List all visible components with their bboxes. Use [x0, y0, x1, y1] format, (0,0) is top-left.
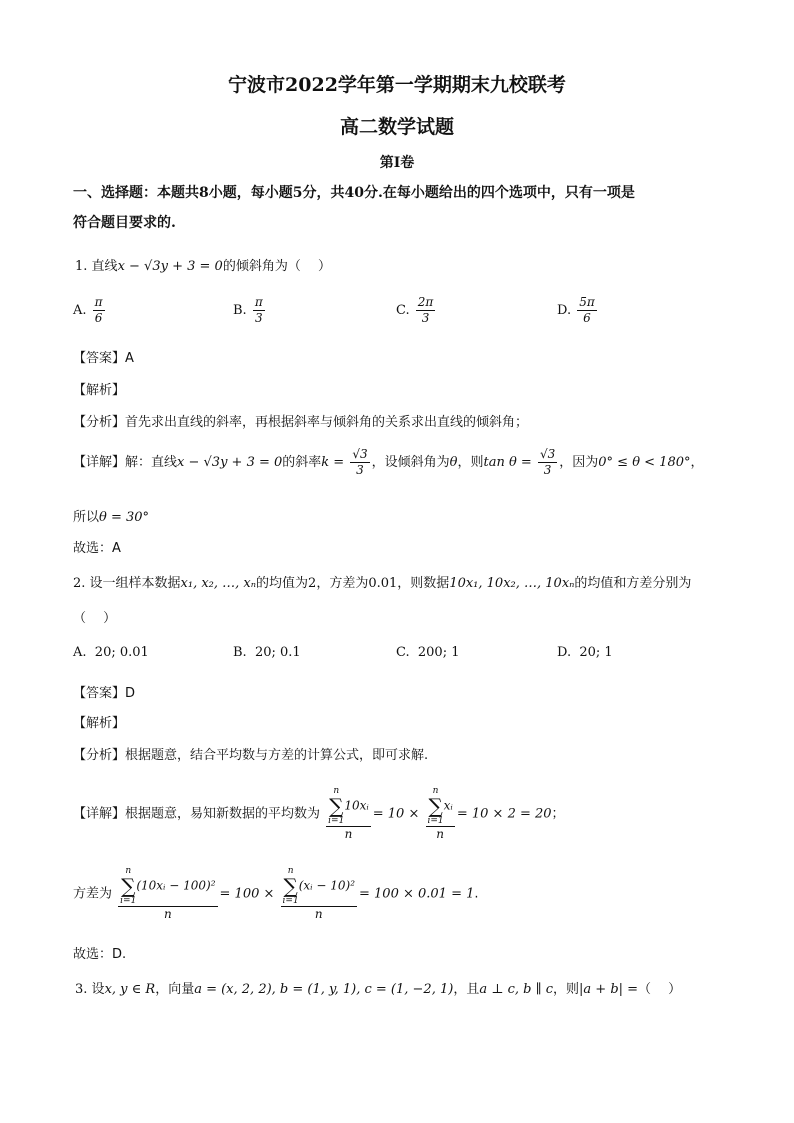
line-equation: x − √3y + 3 = 0 — [177, 455, 283, 470]
variance-result: = 100 × 0.01 = 1 — [359, 886, 475, 902]
q2-detail-mean — [73, 786, 565, 842]
vector-conditions: a ⊥ c, b ∥ c — [479, 982, 554, 997]
question-text: 设 — [91, 982, 105, 997]
sum-lower: i=1 — [282, 896, 299, 906]
slope-numerator: √3 — [352, 447, 368, 461]
option-denominator: 6 — [94, 311, 103, 325]
sum-upper: n — [333, 786, 340, 796]
question-text: 直线 — [91, 259, 118, 274]
mean-numerator: xᵢ — [443, 798, 453, 813]
tan-denominator: 3 — [543, 463, 552, 477]
variance-denominator: n — [163, 907, 172, 921]
detail-text: 解：直线 — [125, 455, 178, 470]
option-numerator: π — [94, 295, 103, 309]
option-label: D. — [557, 303, 572, 318]
sum-upper: n — [287, 866, 294, 876]
question-1 — [75, 255, 331, 274]
new-data-set: 10x₁, 10x₂, …, 10xₙ — [449, 576, 575, 591]
sum-upper: n — [125, 866, 132, 876]
theta-symbol: θ — [449, 455, 458, 470]
q1-analysis-tag: 【解析】 — [73, 383, 126, 398]
exam-subtitle: 高二数学试题 — [339, 116, 454, 138]
option-label: C. — [396, 645, 410, 660]
option-label: A. — [73, 645, 87, 660]
question-text: （ ） — [638, 982, 682, 997]
variance-denominator: n — [314, 907, 323, 921]
question-2 — [73, 572, 691, 591]
detail-text: ，设倾斜角为 — [371, 455, 450, 470]
option-text: 20; 1 — [579, 645, 613, 660]
sum-lower: i=1 — [120, 896, 137, 906]
q1-detail — [73, 447, 704, 478]
q1-conclusion — [73, 506, 149, 525]
question-number: 1. — [75, 259, 88, 274]
detail-text: 方差为 — [73, 886, 113, 902]
question-text: ，方差为 — [316, 576, 369, 591]
option-text: 20; 0.1 — [254, 645, 301, 660]
variable-domain: x, y ∈ R — [104, 982, 156, 997]
option-label: B. — [233, 645, 247, 660]
detail-tag: 【详解】 — [73, 455, 126, 470]
q1-answer: 【答案】A — [73, 351, 134, 366]
question-text: 的均值为 — [256, 576, 309, 591]
question-text: 的均值和方差分别为 — [574, 576, 692, 591]
sum-symbol: n ∑ i=1 — [427, 786, 444, 826]
mean-denominator: n — [436, 827, 445, 841]
option-denominator: 3 — [254, 311, 263, 325]
q1-choose: 故选：A — [73, 541, 121, 556]
detail-text: ，则 — [457, 455, 484, 470]
option-numerator: 5π — [579, 295, 595, 309]
q2-option-a[interactable] — [73, 645, 149, 660]
conclusion-equation: θ = 30° — [99, 510, 150, 525]
q2-choose: 故选：D. — [73, 947, 127, 962]
section-instructions-line1: 一、选择题：本题共8小题，每小题5分，共40分.在每小题给出的四个选项中，只有一项是 — [73, 185, 635, 201]
sum-symbol: n ∑ i=1 — [120, 866, 137, 906]
option-text: 200; 1 — [417, 645, 460, 660]
exam-title: 宁波市2022学年第一学期期末九校联考 — [228, 74, 566, 96]
option-text: 20; 0.01 — [94, 645, 149, 660]
section-instructions-line2: 符合题目要求的. — [73, 215, 176, 231]
slope-symbol: k = — [321, 455, 345, 470]
detail-text: 的斜率 — [282, 455, 322, 470]
question-text: ，且 — [453, 982, 480, 997]
option-numerator: π — [254, 295, 263, 309]
slope-denominator: 3 — [356, 463, 364, 477]
conclusion-text: 所以 — [73, 510, 100, 525]
q1-option-b[interactable] — [233, 295, 267, 326]
sum-symbol: n ∑ i=1 — [282, 866, 299, 906]
variance-value: 0.01 — [368, 576, 398, 591]
option-denominator: 6 — [583, 311, 591, 325]
question-text: ，向量 — [155, 982, 195, 997]
detail-text: ，因为 — [559, 455, 599, 470]
q2-detail-variance — [73, 866, 479, 922]
q1-fenxi: 【分析】首先求出直线的斜率，再根据斜率与倾斜角的关系求出直线的倾斜角； — [73, 415, 529, 430]
q1-option-c[interactable] — [396, 295, 437, 326]
q2-fenxi: 【分析】根据题意，结合平均数与方差的计算公式，即可求解. — [73, 748, 429, 763]
option-label: D. — [557, 645, 572, 660]
q2-option-c[interactable] — [396, 645, 460, 660]
mean-result: = 10 × 2 = 20 — [456, 806, 552, 822]
variance-numerator: (xᵢ − 10)² — [298, 878, 356, 893]
data-set: x₁, x₂, …, xₙ — [180, 576, 257, 591]
q2-analysis-tag: 【解析】 — [73, 716, 126, 731]
sum-upper: n — [432, 786, 439, 796]
question-text: ，则数据 — [397, 576, 450, 591]
mean-numerator: 10xᵢ — [344, 798, 369, 813]
option-numerator: 2π — [417, 295, 434, 309]
q2-answer: 【答案】D — [73, 686, 136, 701]
q2-option-b[interactable] — [233, 645, 301, 660]
q1-option-d[interactable] — [557, 295, 599, 326]
option-label: B. — [233, 303, 247, 318]
sum-lower: i=1 — [328, 816, 345, 826]
punctuation: ； — [551, 806, 565, 822]
detail-text: 【详解】根据题意，易知新数据的平均数为 — [73, 806, 321, 822]
variance-mid: = 100 × — [219, 886, 275, 902]
option-denominator: 3 — [421, 311, 430, 325]
line-equation: x − √3y + 3 = 0 — [117, 259, 223, 274]
tan-numerator: √3 — [539, 447, 556, 461]
question-text: ，则 — [553, 982, 580, 997]
q2-option-d[interactable] — [557, 645, 613, 660]
punctuation: . — [474, 886, 479, 902]
option-label: A. — [73, 303, 87, 318]
magnitude-expression: |a + b| = — [579, 982, 639, 997]
vector-definitions: a = (x, 2, 2), b = (1, y, 1), c = (1, −2, 1) — [194, 982, 454, 997]
part-label: 第I卷 — [379, 155, 415, 171]
variance-numerator: (10xᵢ − 100)² — [136, 878, 216, 893]
angle-range: 0° ≤ θ < 180° — [598, 455, 691, 470]
question-number: 3. — [75, 982, 88, 997]
sum-symbol: n ∑ i=1 — [328, 786, 345, 826]
question-2-paren: （ ） — [73, 611, 117, 626]
tan-expression: tan θ = — [483, 455, 532, 470]
q1-option-a[interactable] — [73, 295, 107, 326]
mean-mid: = 10 × — [372, 806, 420, 822]
detail-text: ， — [690, 455, 704, 470]
mean-value: 2 — [308, 576, 317, 591]
sum-lower: i=1 — [427, 816, 444, 826]
mean-denominator: n — [344, 827, 353, 841]
question-text: 的倾斜角为（ ） — [222, 259, 331, 274]
question-text: 2. 设一组样本数据 — [73, 576, 181, 591]
question-3 — [75, 978, 681, 997]
option-label: C. — [396, 303, 410, 318]
